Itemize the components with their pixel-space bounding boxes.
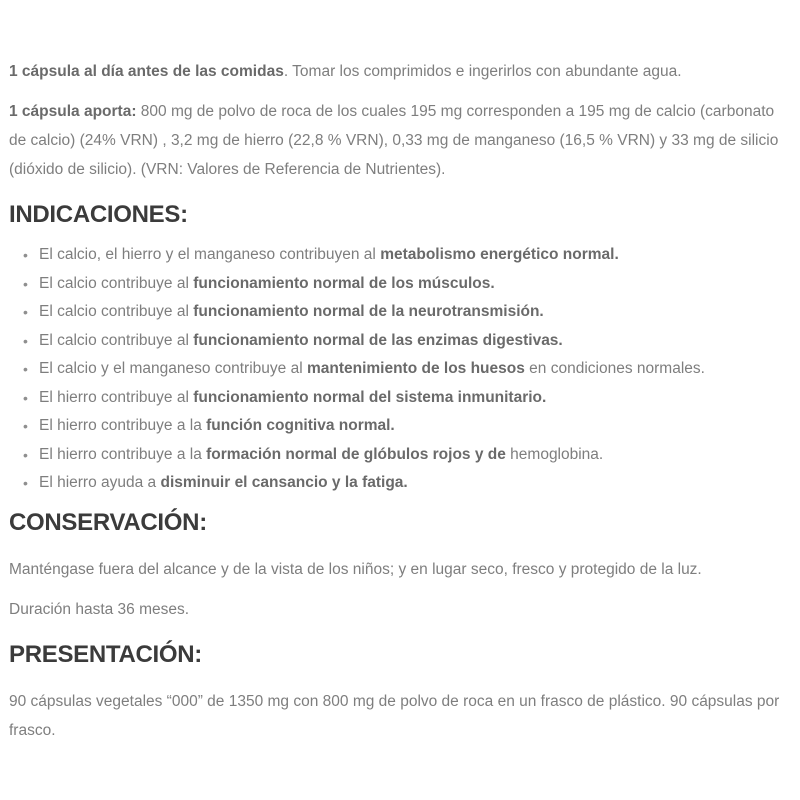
composition-paragraph bbox=[9, 97, 790, 184]
list-item bbox=[39, 247, 790, 264]
indications-heading: INDICACIONES: bbox=[9, 201, 188, 228]
presentation-paragraph: 90 cápsulas vegetales “000” de 1350 mg con 800 mg de polvo de roca en un frasco de plástico. 90 cápsulas por frasco. bbox=[9, 692, 780, 739]
list-item bbox=[39, 475, 790, 492]
item-bold-text: mantenimiento de los huesos bbox=[306, 360, 525, 377]
list-item bbox=[39, 333, 790, 350]
item-bold-text: función cognitiva normal. bbox=[206, 417, 395, 434]
list-item bbox=[39, 447, 790, 464]
item-text: El hierro contribuye al bbox=[39, 388, 194, 406]
list-item bbox=[39, 304, 790, 321]
item-bold-text: funcionamiento normal de las enzimas digestivas. bbox=[193, 331, 563, 349]
dosage-regular-text: . Tomar los comprimidos e ingerirlos con abundante agua. bbox=[283, 63, 682, 80]
item-text: en condiciones normales. bbox=[524, 360, 705, 377]
list-item bbox=[39, 418, 790, 435]
item-text: hemoglobina. bbox=[505, 445, 604, 463]
item-text: El calcio contribuye al bbox=[39, 303, 194, 320]
item-text: El calcio contribuye al bbox=[39, 274, 194, 292]
item-bold-text: metabolismo energético normal. bbox=[380, 246, 619, 263]
conservation-heading: CONSERVACIÓN: bbox=[9, 508, 207, 536]
indications-list bbox=[9, 247, 790, 492]
list-item bbox=[39, 276, 790, 293]
item-text: El calcio contribuye al bbox=[39, 331, 194, 349]
item-bold-text: formación normal de glóbulos rojos y de bbox=[206, 445, 506, 463]
item-bold-text: funcionamiento normal de los músculos. bbox=[193, 274, 495, 292]
composition-bold-text: 1 cápsula aporta: bbox=[9, 103, 137, 120]
item-text: El hierro ayuda a bbox=[39, 474, 161, 491]
item-text: El calcio y el manganeso contribuye al bbox=[39, 360, 307, 377]
item-text: El hierro contribuye a la bbox=[39, 417, 207, 434]
item-bold-text: funcionamiento normal del sistema inmunitario. bbox=[193, 388, 547, 406]
item-bold-text: funcionamiento normal de la neurotransmisión. bbox=[193, 303, 544, 320]
list-item bbox=[39, 361, 790, 378]
dosage-bold-text: 1 cápsula al día antes de las comidas bbox=[9, 63, 284, 80]
conservation-storage-paragraph: Manténgase fuera del alcance y de la vista de los niños; y en lugar seco, fresco y protegido de la luz. bbox=[9, 560, 702, 578]
list-item bbox=[39, 390, 790, 407]
presentation-heading: PRESENTACIÓN: bbox=[9, 640, 202, 668]
item-text: El calcio, el hierro y el manganeso contribuyen al bbox=[39, 246, 381, 263]
composition-regular-text: 800 mg de polvo de roca de los cuales 195 mg corresponden a 195 mg de calcio (carbonato de calcio) (24% VRN) , 3,2 mg de hierro (22,8 % VRN), 0,33 mg de manganeso (16,5 % VRN) y 33 mg de silicio (dióxido de silicio). (VRN: Valores de Referencia de Nutrientes). bbox=[9, 103, 779, 178]
item-bold-text: disminuir el cansancio y la fatiga. bbox=[160, 474, 408, 491]
conservation-duration-paragraph: Duración hasta 36 meses. bbox=[9, 600, 190, 618]
dosage-paragraph bbox=[9, 57, 790, 86]
item-text: El hierro contribuye a la bbox=[39, 445, 207, 463]
